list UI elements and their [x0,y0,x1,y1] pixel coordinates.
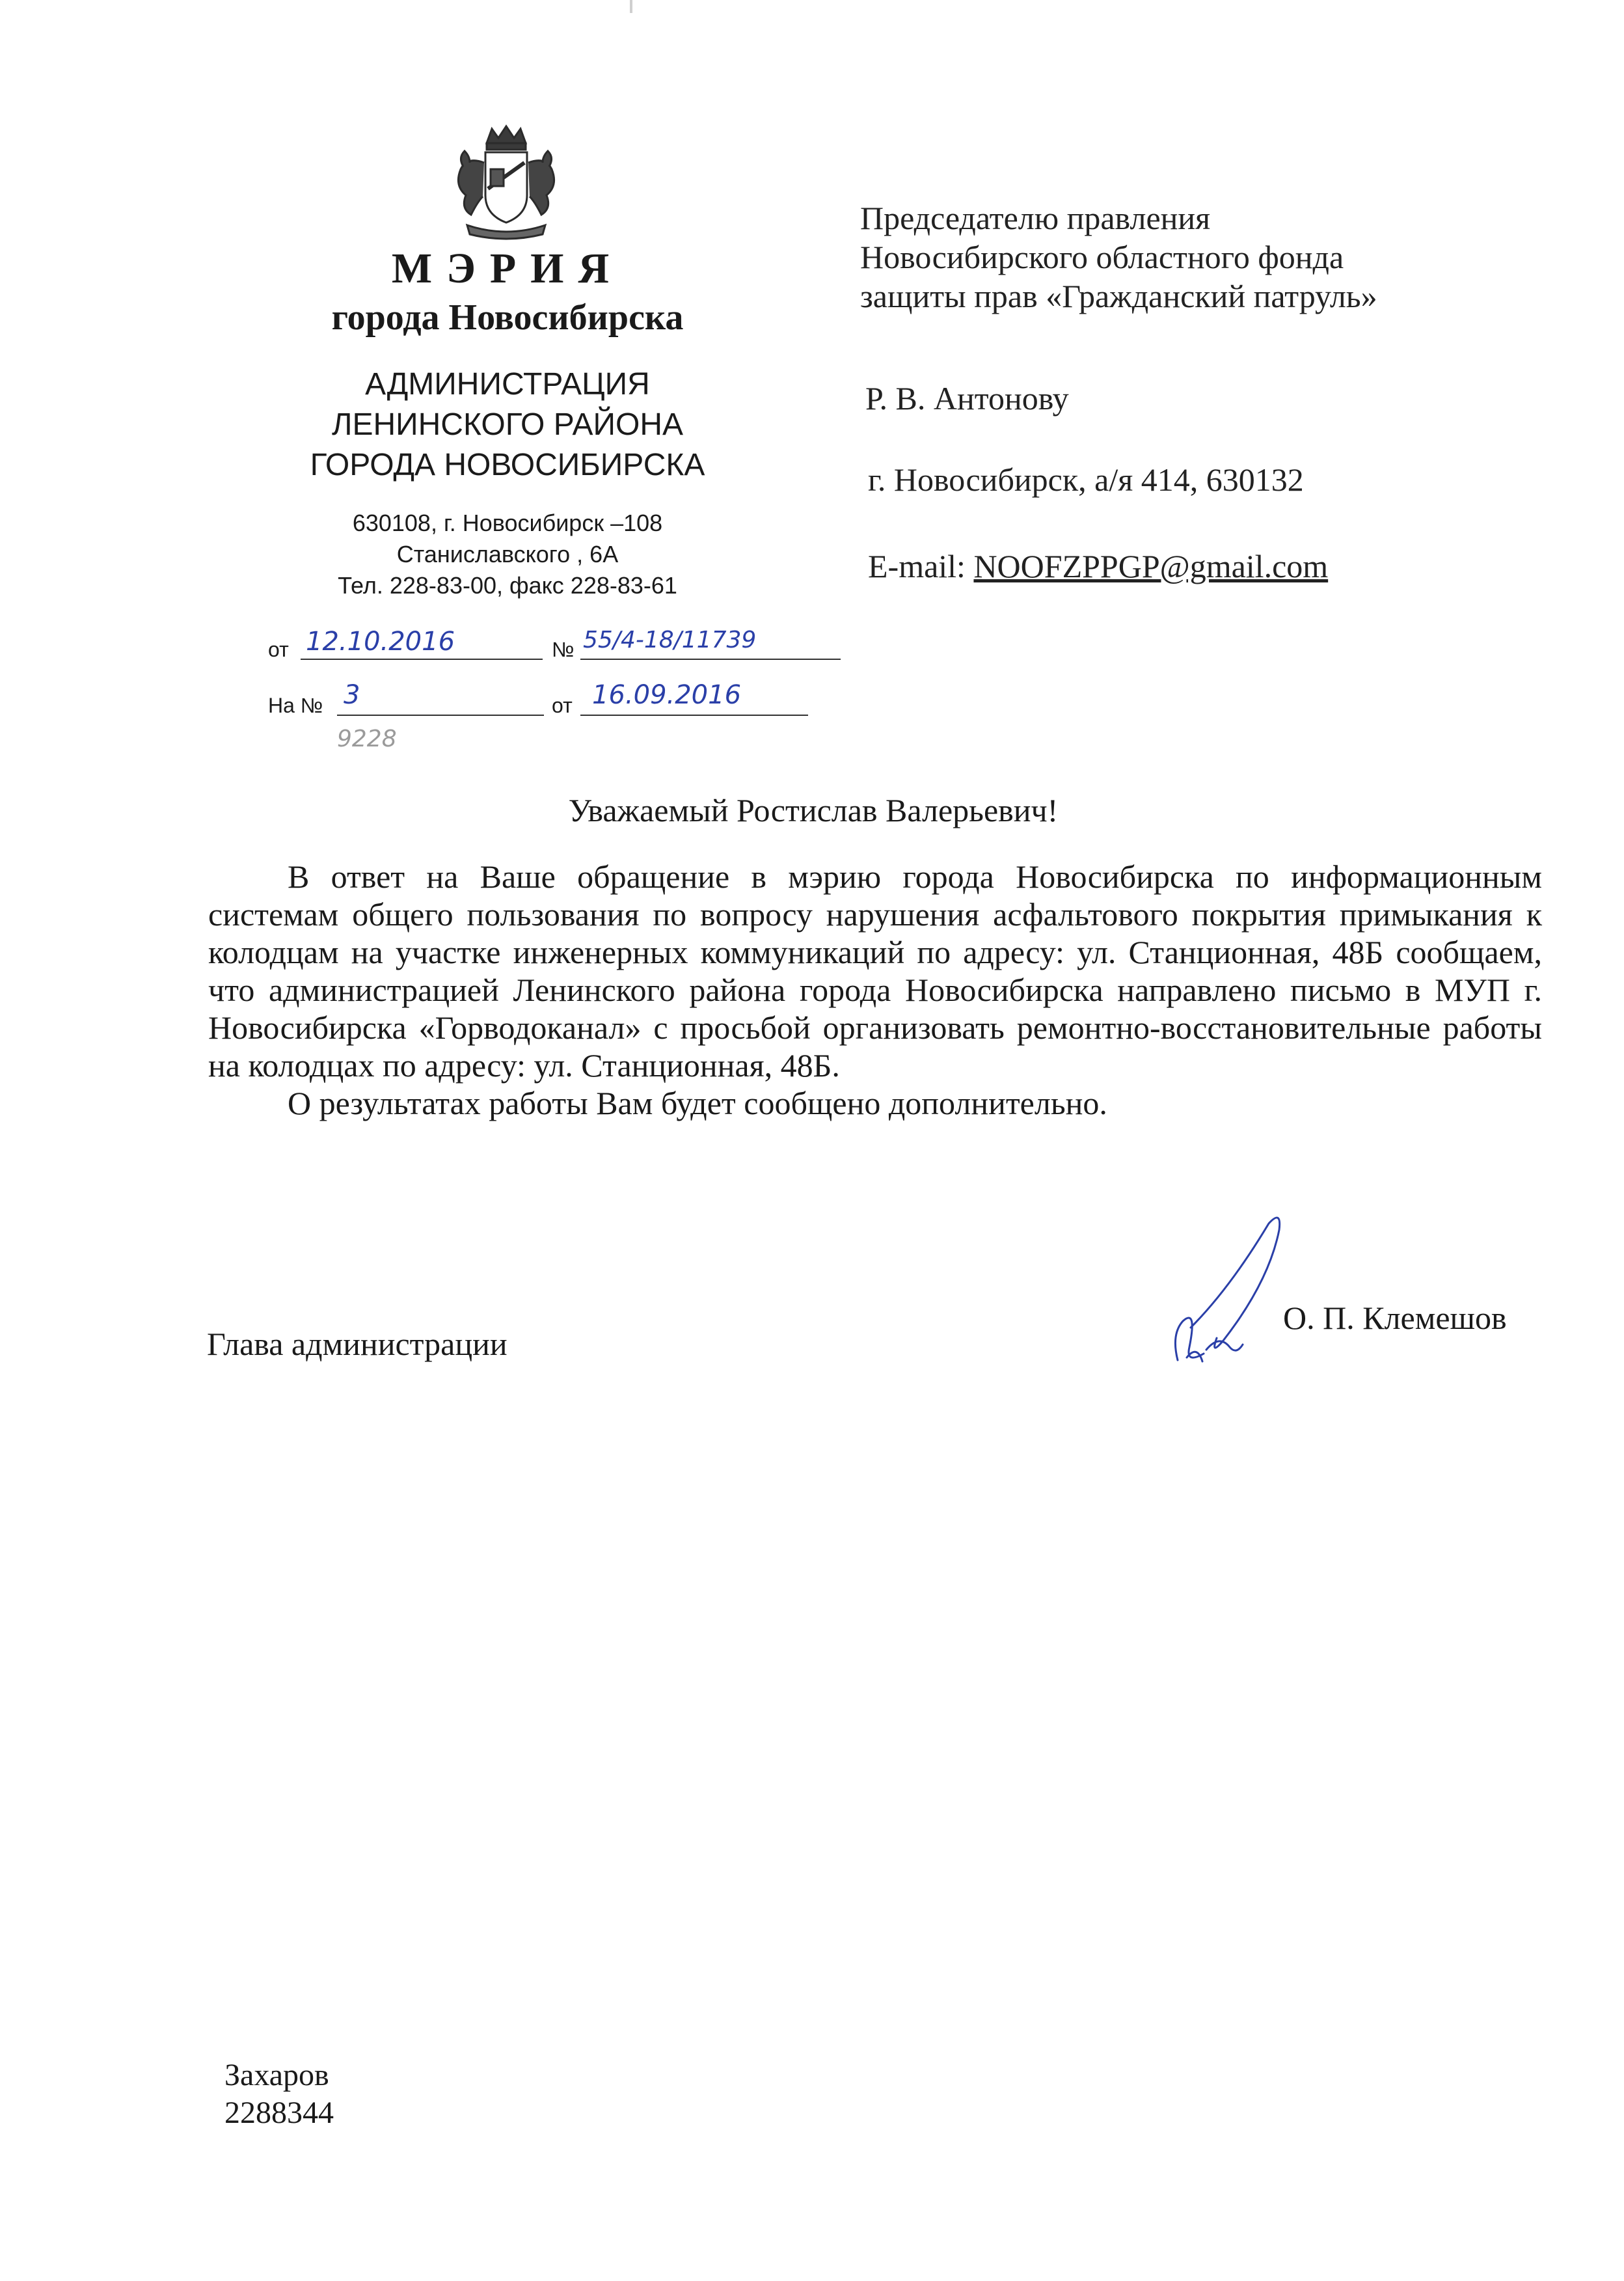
reply-to-number: 3 [344,680,360,710]
sender-address-block [273,508,742,601]
sender-address-line: Станиславского , 6А [396,541,619,567]
letter-body [208,858,1542,1122]
recipient-line: Председателю правления [860,200,1211,236]
sender-address-line: 630108, г. Новосибирск –108 [352,510,663,536]
number-label: № [552,638,575,661]
email-label: E-mail: [868,548,974,584]
scan-edge-mark [630,0,632,13]
signatory-position: Глава администрации [207,1326,508,1362]
executor-block [224,2056,334,2132]
department-line: ГОРОДА НОВОСИБИРСКА [310,448,705,482]
reply-to-date-label: от [552,694,573,717]
signatory-name: О. П. Клемешов [1283,1300,1507,1336]
recipient-block [860,198,1377,316]
executor-phone: 2288344 [224,2096,334,2130]
department-line: АДМИНИСТРАЦИЯ [365,367,650,402]
org-title: МЭРИЯ [391,245,624,292]
executor-name: Захаров [224,2058,329,2092]
email-link[interactable]: NOOFZPPGP@gmail.com [973,548,1329,584]
recipient-email-row [868,547,1328,586]
date-underline [301,659,543,660]
number-underline [580,659,841,660]
recipient-line: защиты прав «Гражданский патруль» [860,278,1377,314]
number-value: 55/4-18/11739 [583,627,757,653]
reply-to-date: 16.09.2016 [592,680,742,710]
reply-to-label: На № [268,694,323,717]
reply-to-underline [337,715,544,716]
org-city: города Новосибирска [331,297,684,338]
city-coat-of-arms-icon [441,124,571,241]
salutation: Уважаемый Ростислав Валерьевич! [568,792,1059,828]
department-block [260,364,755,485]
recipient-line: Новосибирского областного фонда [860,239,1344,275]
reply-to-date-underline [580,715,808,716]
department-line: ЛЕНИНСКОГО РАЙОНА [331,407,684,442]
recipient-postal-address: г. Новосибирск, а/я 414, 630132 [868,461,1304,498]
date-value: 12.10.2016 [306,627,455,657]
letter-paragraph: В ответ на Ваше обращение в мэрию города Новосибирска по информационным системам общего пользования по вопросу нарушения асфальтового покрытия примыкания к колодцам на участке инженерных коммуникаций по адресу: ул. Станционная, 48Б сообщаем, что администрацией Ленинского района города Новосибирска направлено письмо в МУП г. Новосибирска «Горводоканал» с просьбой организовать ремонтно-восстановительные работы на колодцах по адресу: ул. Станционная, 48Б. [208,858,1542,1084]
recipient-name: Р. В. Антонову [865,380,1069,417]
sender-address-line: Тел. 228-83-00, факс 228-83-61 [338,572,677,599]
date-label: от [268,638,289,661]
handwritten-signature-icon [1152,1210,1301,1367]
incoming-note: 9228 [337,726,397,752]
letter-paragraph: О результатах работы Вам будет сообщено дополнительно. [288,1085,1107,1121]
